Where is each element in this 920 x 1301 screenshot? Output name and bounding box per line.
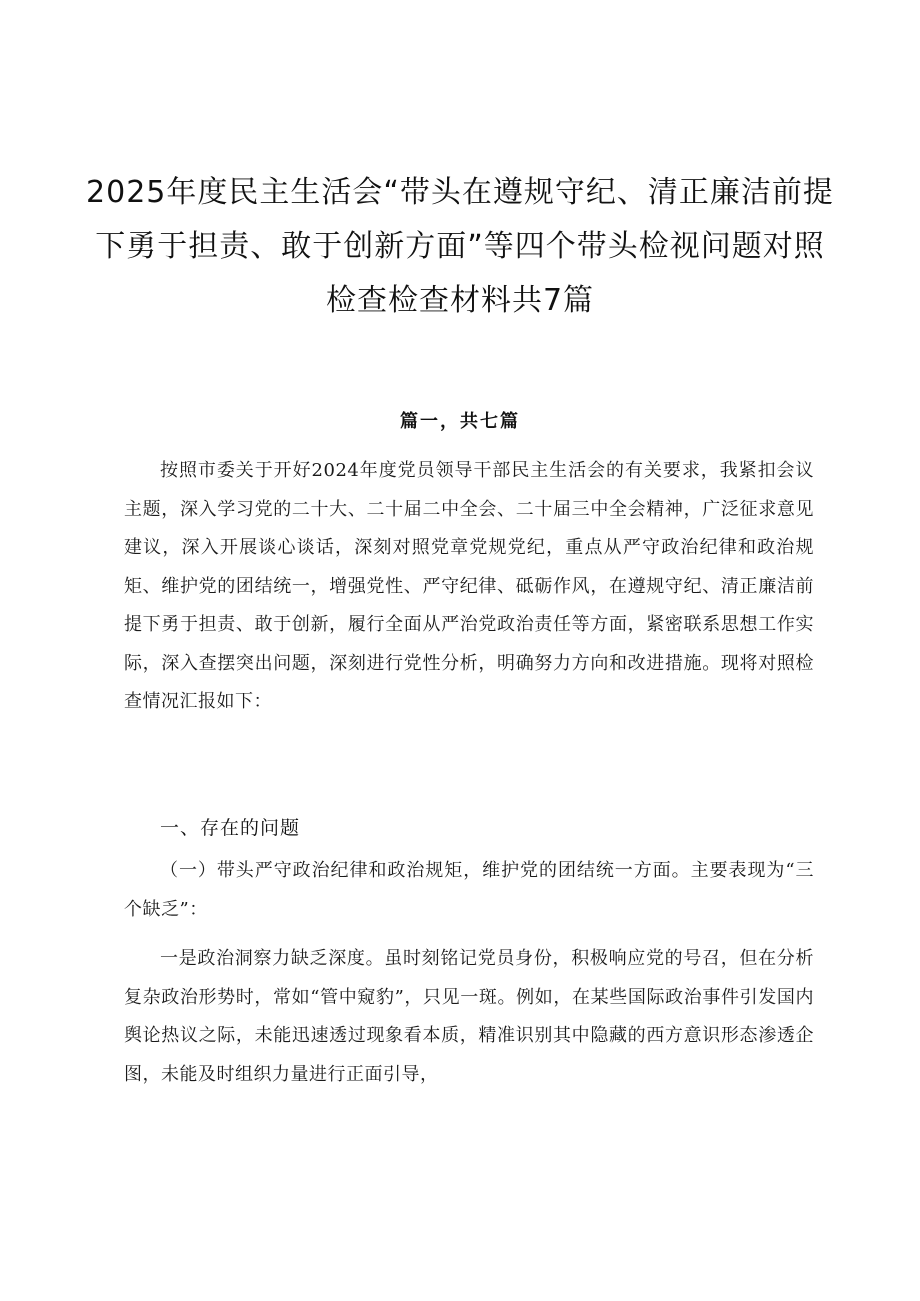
heading-existing-problems: 一、存在的问题 <box>160 817 301 839</box>
section-label: 篇一，共七篇 <box>400 411 520 432</box>
point-paragraph: 一是政治洞察力缺乏深度。虽时刻铭记党员身份，积极响应党的号召，但在分析复杂政治形势时，常如“管中窥豹”，只见一斑。例如，在某些国际政治事件引发国内舆论热议之际，未能迅速透过现象看本质，精准识别其中隐藏的西方意识形态渗透企图，未能及时组织力量进行正面引导， <box>124 948 814 1085</box>
document-title: 2025年度民主生活会“带头在遵规守纪、清正廉洁前提下勇于担责、敢于创新方面”等四个带头检视问题对照检查检查材料共7篇 <box>86 175 834 318</box>
subsection-paragraph: （一）带头严守政治纪律和政治规矩，维护党的团结统一方面。主要表现为“三个缺乏”： <box>124 860 814 920</box>
intro-paragraph: 按照市委关于开好2024年度党员领导干部民主生活会的有关要求，我紧扣会议主题，深入学习党的二十大、二十届二中全会、二十届三中全会精神，广泛征求意见建议，深入开展谈心谈话，深刻对照党章党规党纪，重点从严守政治纪律和政治规矩、维护党的团结统一，增强党性、严守纪律、砥砺作风，在遵规守纪、清正廉洁前提下勇于担责、敢于创新，履行全面从严治党政治责任等方面，紧密联系思想工作实际，深入查摆突出问题，深刻进行党性分析，明确努力方向和改进措施。现将对照检查情况汇报如下： <box>124 460 814 712</box>
